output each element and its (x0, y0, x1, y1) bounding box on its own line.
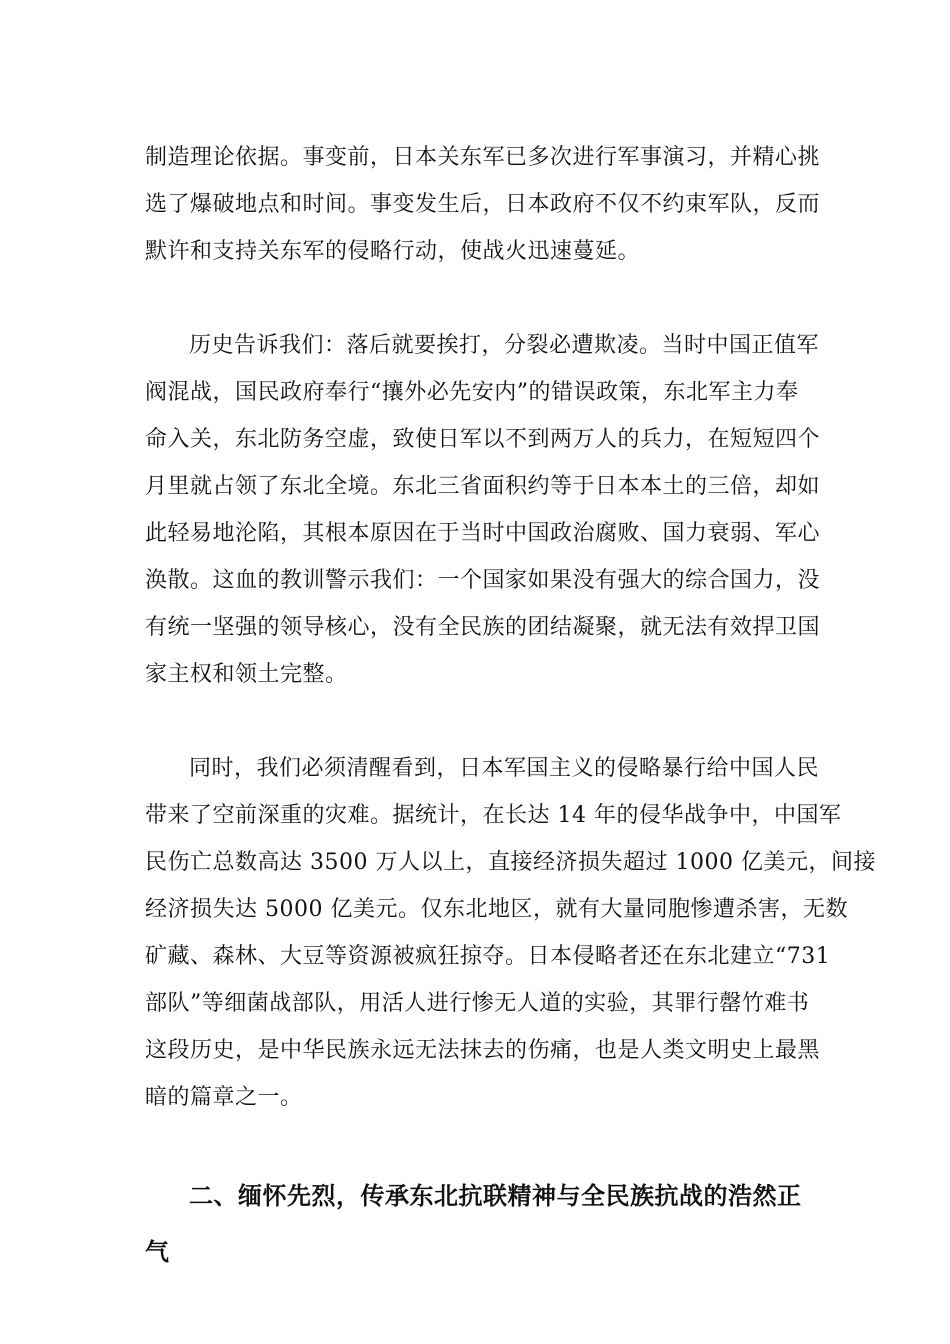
heading-line: 气 (145, 1238, 170, 1266)
paragraph-line: 部队”等细菌战部队，用活人进行惨无人道的实验，其罪行罄竹难书 (145, 991, 810, 1016)
paragraph-line: 涣散。这血的教训警示我们：一个国家如果没有强大的综合国力，没 (145, 568, 821, 593)
paragraph-line: 制造理论依据。事变前，日本关东军已多次进行军事演习，并精心挑 (145, 145, 821, 170)
paragraph-line: 选了爆破地点和时间。事变发生后，日本政府不仅不约束军队，反而 (145, 192, 821, 217)
paragraph-line: 家主权和领土完整。 (145, 662, 348, 687)
paragraph-3 (145, 745, 876, 1121)
paragraph-line: 经济损失达 5000 亿美元。仅东北地区，就有大量同胞惨遭杀害，无数 (145, 897, 848, 922)
section-heading (145, 1168, 835, 1280)
paragraph-line: 民伤亡总数高达 3500 万人以上，直接经济损失超过 1000 亿美元，间接 (145, 850, 876, 875)
paragraph-2 (145, 322, 835, 698)
paragraph-line: 命入关，东北防务空虚，致使日军以不到两万人的兵力，在短短四个 (145, 427, 821, 452)
paragraph-line: 同时，我们必须清醒看到，日本军国主义的侵略暴行给中国人民 (189, 756, 820, 781)
paragraph-line: 这段历史，是中华民族永远无法抹去的伤痛，也是人类文明史上最黑 (145, 1038, 821, 1063)
paragraph-line: 默许和支持关东军的侵略行动，使战火迅速蔓延。 (145, 239, 641, 264)
paragraph-line: 历史告诉我们：落后就要挨打，分裂必遭欺凌。当时中国正值军 (189, 333, 820, 358)
paragraph-line: 月里就占领了东北全境。东北三省面积约等于日本本土的三倍，却如 (145, 474, 821, 499)
heading-line: 二、缅怀先烈，传承东北抗联精神与全民族抗战的浩然正 (189, 1182, 802, 1210)
document-body (145, 134, 876, 1280)
paragraph-line: 带来了空前深重的灾难。据统计，在长达 14 年的侵华战争中，中国军 (145, 803, 842, 828)
paragraph-line: 有统一坚强的领导核心，没有全民族的团结凝聚，就无法有效捍卫国 (145, 615, 821, 640)
paragraph-1 (145, 134, 835, 275)
paragraph-line: 此轻易地沦陷，其根本原因在于当时中国政治腐败、国力衰弱、军心 (145, 521, 821, 546)
paragraph-line: 矿藏、森林、大豆等资源被疯狂掠夺。日本侵略者还在东北建立“731 (145, 944, 831, 969)
paragraph-line: 阀混战，国民政府奉行“攘外必先安内”的错误政策，东北军主力奉 (145, 380, 799, 405)
paragraph-line: 暗的篇章之一。 (145, 1085, 303, 1110)
